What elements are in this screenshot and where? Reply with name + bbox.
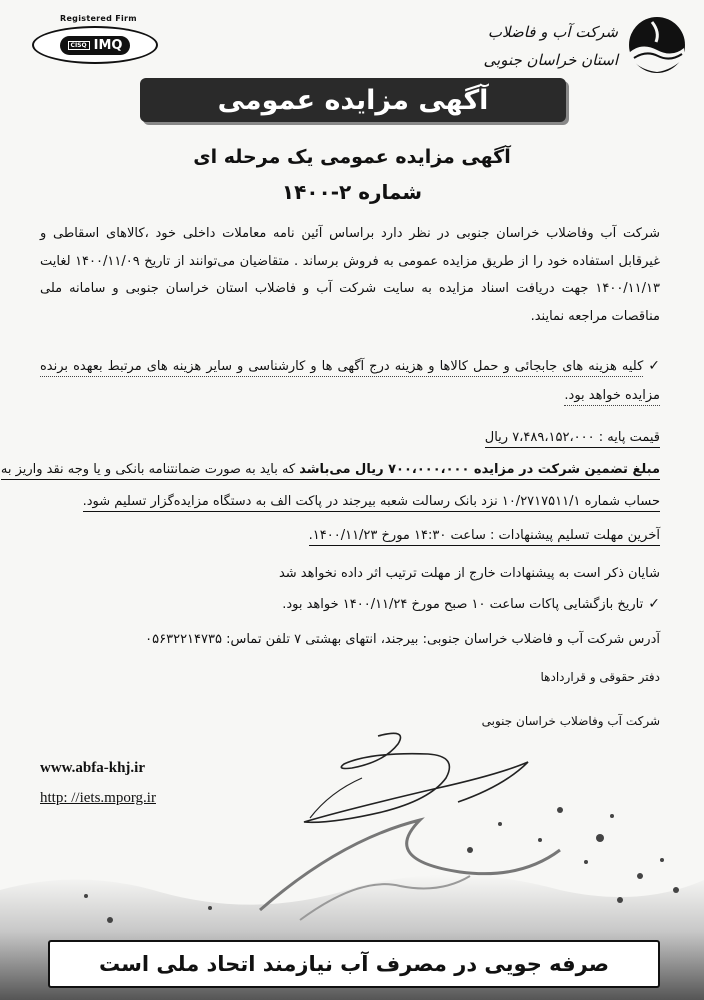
deadline-text: آخرین مهلت تسلیم پیشنهادات : ساعت ۱۴:۳۰ مورخ ۱۴۰۰/۱۱/۲۳. [309,528,660,546]
company-name-line1: شرکت آب و فاضلاب [487,23,618,41]
water-company-logo-icon [622,14,692,76]
deposit-method: که باید به صورت ضمانتنامه بانکی و یا وجه نقد واریز به [0,462,300,477]
account-line [83,494,660,509]
title-banner: آگهی مزایده عمومی [140,78,566,122]
address-line: آدرس شرکت آب و فاضلاب خراسان جنوبی: بیرجند، انتهای بهشتی ۷ تلفن تماس: ۰۵۶۳۲۲۱۴۷۳۵ [145,632,660,647]
late-submission-note: شایان ذکر است به پیشنهادات خارج از مهلت ترتیب اثر داده نخواهد شد [278,566,660,581]
costs-note-text: کلیه هزینه های جابجائی و حمل کالاها و هزینه درج آگهی ها و کارشناسی و سایر هزینه های مرتبط بعهده برنده مزایده خواهد بود. [40,359,660,406]
costs-note [40,352,660,410]
cisq-label: CISQ [68,41,90,50]
opening-line [282,596,660,612]
base-price [485,430,660,445]
company-name [418,18,618,74]
deposit-line [1,462,660,477]
signer-company: شرکت آب وفاضلاب خراسان جنوبی [481,714,660,728]
registered-firm-label: Registered Firm [60,14,137,23]
company-website-link[interactable]: www.abfa-khj.ir [40,760,146,776]
announcement-subtitle: آگهی مزایده عمومی یک مرحله ای [193,146,511,168]
legal-department: دفتر حقوقی و قراردادها [540,670,660,684]
announcement-number: شماره ۲-۱۴۰۰ [281,180,423,204]
opening-text: تاریخ بازگشایی پاکات ساعت ۱۰ صبح مورخ ۱۴۰۰/۱۱/۲۴ خواهد بود. [282,597,644,612]
intro-paragraph: شرکت آب وفاضلاب خراسان جنوبی در نظر دارد براساس آئین نامه معاملات داخلی خود ،کالاهای اسقاطی و غیرقابل استفاده خود را از طریق مزایده عمومی به فروش برساند . متقاضیان می‌توانند از تاریخ ۱۴۰۰/۱۱/۰۹ لغایت ۱۴۰۰/۱۱/۱۳ جهت دریافت اسناد مزایده به سایت شرکت آب و فاضلاب استان خراسان جنوبی و سامانه ملی مناقصات مراجعه نمایند. [40,226,660,324]
company-name-line2: استان خراسان جنوبی [483,51,618,69]
base-price-text: قیمت پایه : ۷،۴۸۹،۱۵۲،۰۰۰ ریال [485,430,660,448]
deadline-line [309,528,660,543]
deposit-amount: مبلغ تضمین شرکت در مزایده ۷۰۰،۰۰۰،۰۰۰ ریال می‌باشد [299,462,660,477]
imq-certification-logo [32,26,158,64]
imq-label: IMQ [93,37,123,53]
footer-slogan: صرفه جویی در مصرف آب نیازمند اتحاد ملی است [48,940,660,988]
checkmark-icon: ✓ [648,596,660,612]
account-text: حساب شماره ۱۰/۲۷۱۷۵۱۱/۱ نزد بانک رسالت شعبه بیرجند در پاکت الف به دستگاه مزایده‌گزار تسلیم شود. [83,494,660,512]
tender-system-link[interactable]: http: //iets.mporg.ir [40,790,156,806]
checkmark-icon: ✓ [648,358,660,374]
